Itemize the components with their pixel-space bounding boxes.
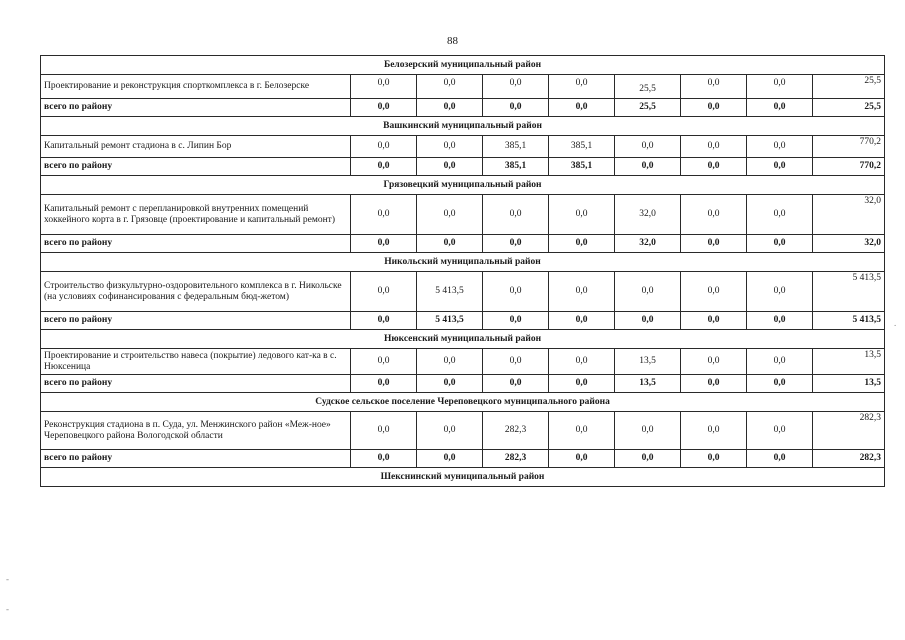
year-value-cell bbox=[615, 195, 681, 235]
district-name: Белозерский муниципальный район bbox=[41, 56, 885, 75]
scan-mark: - bbox=[6, 604, 9, 614]
year-value: 0,0 bbox=[575, 209, 588, 219]
district-year-total: 0,0 bbox=[681, 450, 747, 468]
year-value-cell bbox=[615, 412, 681, 450]
project-name: Реконструкция стадиона в п. Суда, ул. Менжинского район «Меж-ное» Череповецкого района Вологодской области bbox=[41, 412, 351, 450]
year-value: 0,0 bbox=[575, 425, 588, 435]
year-value-cell bbox=[483, 349, 549, 375]
district-year-total: 0,0 bbox=[483, 312, 549, 330]
scan-mark: . bbox=[894, 318, 897, 328]
district-grand-total: 282,3 bbox=[813, 450, 885, 468]
district-total-row bbox=[41, 450, 885, 468]
district-year-total: 5 413,5 bbox=[417, 312, 483, 330]
year-value-cell bbox=[417, 349, 483, 375]
year-value-cell bbox=[747, 272, 813, 312]
project-row bbox=[41, 272, 885, 312]
year-value-cell bbox=[549, 349, 615, 375]
year-value-cell bbox=[615, 136, 681, 158]
district-name: Нюксенский муниципальный район bbox=[41, 330, 885, 349]
year-value-cell bbox=[417, 195, 483, 235]
district-header-row bbox=[41, 56, 885, 75]
year-value-cell bbox=[747, 136, 813, 158]
project-name: Капитальный ремонт стадиона в с. Липин Бор bbox=[41, 136, 351, 158]
district-year-total: 0,0 bbox=[351, 450, 417, 468]
project-row bbox=[41, 195, 885, 235]
project-total: 770,2 bbox=[813, 136, 885, 158]
district-year-total: 0,0 bbox=[417, 235, 483, 253]
year-value-cell bbox=[351, 195, 417, 235]
district-year-total: 0,0 bbox=[549, 235, 615, 253]
district-year-total: 0,0 bbox=[747, 450, 813, 468]
year-value-cell bbox=[681, 272, 747, 312]
district-grand-total: 32,0 bbox=[813, 235, 885, 253]
year-value-cell bbox=[417, 412, 483, 450]
district-year-total: 0,0 bbox=[747, 235, 813, 253]
year-value: 0,0 bbox=[641, 425, 654, 435]
project-row bbox=[41, 349, 885, 375]
year-value: 0,0 bbox=[707, 78, 720, 88]
district-year-total: 0,0 bbox=[351, 158, 417, 176]
financing-table bbox=[40, 55, 885, 487]
district-year-total: 0,0 bbox=[747, 375, 813, 393]
year-value: 385,1 bbox=[570, 141, 593, 151]
district-year-total: 0,0 bbox=[351, 235, 417, 253]
district-total-label: всего по району bbox=[41, 158, 351, 176]
year-value: 0,0 bbox=[773, 286, 786, 296]
project-name: Капитальный ремонт с перепланировкой внутренних помещений хоккейного корта в г. Грязовце (проектирование и капитальный ремонт) bbox=[41, 195, 351, 235]
year-value-cell bbox=[483, 195, 549, 235]
district-total-label: всего по району bbox=[41, 450, 351, 468]
year-value: 5 413,5 bbox=[435, 286, 464, 296]
district-year-total: 0,0 bbox=[681, 99, 747, 117]
year-value: 0,0 bbox=[377, 356, 390, 366]
district-year-total: 0,0 bbox=[417, 158, 483, 176]
district-name: Судское сельское поселение Череповецкого муниципального района bbox=[41, 393, 885, 412]
district-year-total: 282,3 bbox=[483, 450, 549, 468]
year-value: 0,0 bbox=[377, 209, 390, 219]
page-number: 88 bbox=[447, 35, 458, 47]
project-name: Строительство физкультурно-оздоровительного комплекса в г. Никольске (на условиях софинансирования с федеральным бюд-жетом) bbox=[41, 272, 351, 312]
district-grand-total: 13,5 bbox=[813, 375, 885, 393]
year-value: 385,1 bbox=[504, 141, 527, 151]
district-total-label: всего по району bbox=[41, 375, 351, 393]
district-year-total: 385,1 bbox=[549, 158, 615, 176]
district-header-row bbox=[41, 330, 885, 349]
year-value-cell bbox=[681, 75, 747, 99]
year-value-cell bbox=[483, 412, 549, 450]
year-value-cell bbox=[549, 272, 615, 312]
year-value: 0,0 bbox=[509, 356, 522, 366]
year-value-cell bbox=[483, 75, 549, 99]
district-year-total: 0,0 bbox=[417, 450, 483, 468]
year-value-cell bbox=[747, 75, 813, 99]
district-year-total: 0,0 bbox=[549, 99, 615, 117]
year-value-cell bbox=[681, 195, 747, 235]
district-name: Никольский муниципальный район bbox=[41, 253, 885, 272]
district-total-row bbox=[41, 235, 885, 253]
year-value: 0,0 bbox=[443, 78, 456, 88]
year-value: 0,0 bbox=[377, 286, 390, 296]
district-year-total: 0,0 bbox=[747, 312, 813, 330]
district-year-total: 0,0 bbox=[549, 375, 615, 393]
district-total-label: всего по району bbox=[41, 312, 351, 330]
district-header-row bbox=[41, 176, 885, 195]
year-value-cell bbox=[549, 75, 615, 99]
district-name: Вашкинский муниципальный район bbox=[41, 117, 885, 136]
district-total-row bbox=[41, 375, 885, 393]
district-year-total: 0,0 bbox=[681, 235, 747, 253]
district-header-row bbox=[41, 393, 885, 412]
year-value: 25,5 bbox=[639, 84, 656, 94]
year-value-cell bbox=[549, 412, 615, 450]
district-year-total: 0,0 bbox=[351, 375, 417, 393]
year-value-cell bbox=[681, 136, 747, 158]
district-year-total: 0,0 bbox=[747, 99, 813, 117]
project-name: Проектирование и реконструкция спорткомплекса в г. Белозерске bbox=[41, 75, 351, 99]
year-value-cell bbox=[351, 412, 417, 450]
year-value-cell bbox=[681, 349, 747, 375]
year-value: 0,0 bbox=[443, 425, 456, 435]
district-year-total: 385,1 bbox=[483, 158, 549, 176]
year-value: 0,0 bbox=[443, 209, 456, 219]
district-year-total: 25,5 bbox=[615, 99, 681, 117]
district-year-total: 0,0 bbox=[417, 99, 483, 117]
district-year-total: 0,0 bbox=[549, 450, 615, 468]
year-value-cell bbox=[615, 272, 681, 312]
year-value-cell bbox=[483, 272, 549, 312]
scan-mark: - bbox=[6, 574, 9, 584]
project-total: 25,5 bbox=[813, 75, 885, 99]
year-value: 0,0 bbox=[773, 356, 786, 366]
year-value: 0,0 bbox=[707, 209, 720, 219]
district-year-total: 0,0 bbox=[681, 375, 747, 393]
district-name: Шекснинский муниципальный район bbox=[41, 468, 885, 487]
district-year-total: 0,0 bbox=[417, 375, 483, 393]
year-value-cell bbox=[549, 195, 615, 235]
year-value: 0,0 bbox=[707, 141, 720, 151]
district-year-total: 0,0 bbox=[681, 312, 747, 330]
project-total: 32,0 bbox=[813, 195, 885, 235]
year-value: 282,3 bbox=[504, 425, 527, 435]
year-value-cell bbox=[351, 272, 417, 312]
year-value: 0,0 bbox=[575, 286, 588, 296]
year-value: 0,0 bbox=[443, 141, 456, 151]
project-row bbox=[41, 412, 885, 450]
year-value: 0,0 bbox=[377, 141, 390, 151]
project-name: Проектирование и строительство навеса (покрытие) ледового кат-ка в с. Нюксеница bbox=[41, 349, 351, 375]
district-total-row bbox=[41, 158, 885, 176]
project-row bbox=[41, 136, 885, 158]
district-year-total: 0,0 bbox=[747, 158, 813, 176]
year-value-cell bbox=[351, 349, 417, 375]
year-value-cell bbox=[351, 75, 417, 99]
district-total-row bbox=[41, 99, 885, 117]
year-value-cell bbox=[549, 136, 615, 158]
year-value: 0,0 bbox=[707, 425, 720, 435]
year-value: 0,0 bbox=[377, 425, 390, 435]
district-header-row bbox=[41, 468, 885, 487]
year-value: 0,0 bbox=[773, 209, 786, 219]
year-value: 0,0 bbox=[575, 78, 588, 88]
year-value-cell bbox=[615, 349, 681, 375]
year-value: 0,0 bbox=[509, 78, 522, 88]
year-value: 0,0 bbox=[641, 141, 654, 151]
district-year-total: 0,0 bbox=[351, 312, 417, 330]
year-value: 0,0 bbox=[509, 286, 522, 296]
year-value: 13,5 bbox=[639, 356, 656, 366]
district-total-label: всего по району bbox=[41, 235, 351, 253]
district-year-total: 0,0 bbox=[615, 158, 681, 176]
year-value: 0,0 bbox=[773, 425, 786, 435]
district-total-label: всего по району bbox=[41, 99, 351, 117]
district-year-total: 0,0 bbox=[483, 375, 549, 393]
year-value: 0,0 bbox=[707, 286, 720, 296]
district-year-total: 0,0 bbox=[681, 158, 747, 176]
year-value-cell bbox=[417, 272, 483, 312]
year-value-cell bbox=[417, 136, 483, 158]
district-header-row bbox=[41, 253, 885, 272]
year-value: 0,0 bbox=[443, 356, 456, 366]
year-value-cell bbox=[681, 412, 747, 450]
year-value-cell bbox=[351, 136, 417, 158]
year-value: 0,0 bbox=[707, 356, 720, 366]
district-name: Грязовецкий муниципальный район bbox=[41, 176, 885, 195]
year-value: 0,0 bbox=[575, 356, 588, 366]
district-year-total: 0,0 bbox=[483, 99, 549, 117]
district-header-row bbox=[41, 117, 885, 136]
year-value-cell bbox=[483, 136, 549, 158]
project-total: 13,5 bbox=[813, 349, 885, 375]
district-grand-total: 770,2 bbox=[813, 158, 885, 176]
year-value-cell bbox=[747, 412, 813, 450]
year-value-cell bbox=[615, 75, 681, 99]
year-value-cell bbox=[747, 195, 813, 235]
district-year-total: 0,0 bbox=[483, 235, 549, 253]
district-total-row bbox=[41, 312, 885, 330]
district-year-total: 32,0 bbox=[615, 235, 681, 253]
district-year-total: 0,0 bbox=[615, 312, 681, 330]
project-total: 5 413,5 bbox=[813, 272, 885, 312]
district-year-total: 0,0 bbox=[615, 450, 681, 468]
year-value: 0,0 bbox=[509, 209, 522, 219]
district-year-total: 13,5 bbox=[615, 375, 681, 393]
year-value: 0,0 bbox=[377, 78, 390, 88]
project-row bbox=[41, 75, 885, 99]
project-total: 282,3 bbox=[813, 412, 885, 450]
year-value-cell bbox=[747, 349, 813, 375]
year-value: 0,0 bbox=[641, 286, 654, 296]
year-value: 0,0 bbox=[773, 141, 786, 151]
year-value-cell bbox=[417, 75, 483, 99]
district-grand-total: 5 413,5 bbox=[813, 312, 885, 330]
district-year-total: 0,0 bbox=[549, 312, 615, 330]
district-year-total: 0,0 bbox=[351, 99, 417, 117]
year-value: 0,0 bbox=[773, 78, 786, 88]
year-value: 32,0 bbox=[639, 209, 656, 219]
district-grand-total: 25,5 bbox=[813, 99, 885, 117]
